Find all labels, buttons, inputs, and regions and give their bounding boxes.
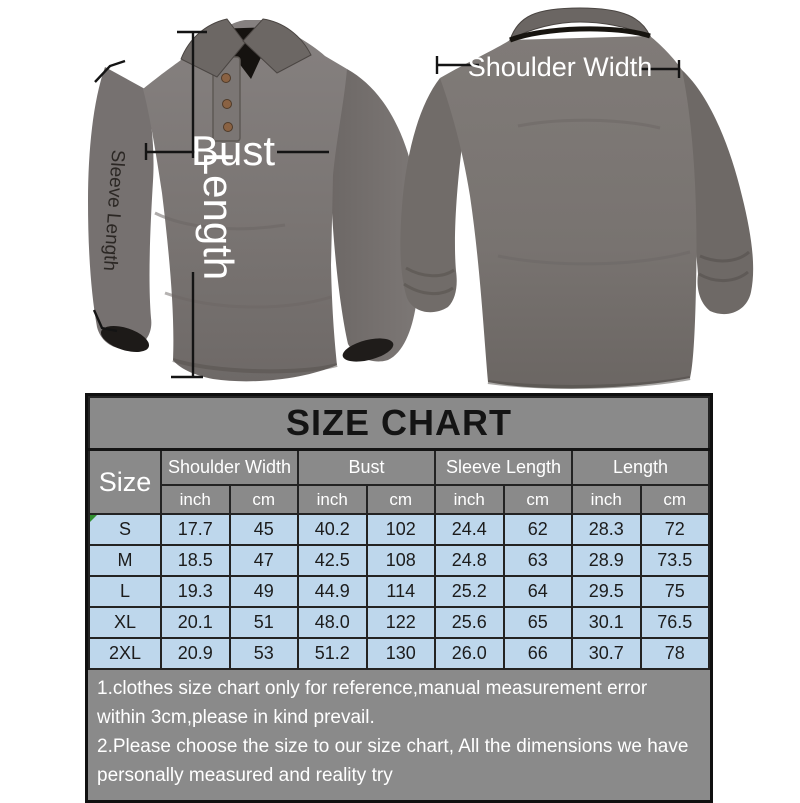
table-cell: 42.5 xyxy=(298,545,367,576)
unit-header-cm: cm xyxy=(641,485,710,514)
table-cell: 122 xyxy=(367,607,436,638)
unit-header-inch: inch xyxy=(572,485,641,514)
column-header-bust: Bust xyxy=(298,450,435,486)
table-cell: 24.4 xyxy=(435,514,504,545)
unit-header-inch: inch xyxy=(435,485,504,514)
table-row-s xyxy=(89,514,709,545)
table-cell: 130 xyxy=(367,638,436,669)
table-cell: 17.7 xyxy=(161,514,230,545)
table-cell: 25.2 xyxy=(435,576,504,607)
table-cell: 51 xyxy=(230,607,299,638)
back-shirt-image xyxy=(398,6,762,392)
table-cell: 28.3 xyxy=(572,514,641,545)
table-cell: 66 xyxy=(504,638,573,669)
note-2: 2.Please choose the size to our size chart, All the dimensions we have personally measured and reality try xyxy=(97,735,689,786)
table-cell: 20.1 xyxy=(161,607,230,638)
table-cell: 73.5 xyxy=(641,545,710,576)
table-cell: 45 xyxy=(230,514,299,545)
table-cell: 108 xyxy=(367,545,436,576)
table-row-l xyxy=(89,576,709,607)
table-cell: 24.8 xyxy=(435,545,504,576)
table-cell: 19.3 xyxy=(161,576,230,607)
table-cell: 76.5 xyxy=(641,607,710,638)
table-cell: 72 xyxy=(641,514,710,545)
table-cell: 40.2 xyxy=(298,514,367,545)
table-cell: 44.9 xyxy=(298,576,367,607)
size-chart-sheet xyxy=(85,393,713,803)
table-cell: 20.9 xyxy=(161,638,230,669)
table-cell: 62 xyxy=(504,514,573,545)
table-cell: 63 xyxy=(504,545,573,576)
table-cell: 48.0 xyxy=(298,607,367,638)
measurement-diagram xyxy=(0,0,800,393)
column-header-size: Size xyxy=(89,450,161,515)
table-cell: 25.6 xyxy=(435,607,504,638)
table-cell: 75 xyxy=(641,576,710,607)
size-value: 2XL xyxy=(89,638,161,669)
size-chart-title: SIZE CHART xyxy=(89,397,709,450)
sleeve-length-label: Sleeve Length xyxy=(98,149,129,272)
length-label: Length xyxy=(195,151,242,281)
size-table xyxy=(88,396,710,670)
unit-header-cm: cm xyxy=(367,485,436,514)
size-value: L xyxy=(89,576,161,607)
table-cell: 18.5 xyxy=(161,545,230,576)
table-cell: 49 xyxy=(230,576,299,607)
table-cell: 78 xyxy=(641,638,710,669)
size-value: XL xyxy=(89,607,161,638)
table-cell: 51.2 xyxy=(298,638,367,669)
table-cell: 29.5 xyxy=(572,576,641,607)
table-row-m xyxy=(89,545,709,576)
bust-label: Bust xyxy=(190,127,276,174)
table-cell: 30.7 xyxy=(572,638,641,669)
table-cell: 47 xyxy=(230,545,299,576)
unit-header-cm: cm xyxy=(504,485,573,514)
table-cell: 65 xyxy=(504,607,573,638)
table-cell: 102 xyxy=(367,514,436,545)
unit-header-cm: cm xyxy=(230,485,299,514)
table-cell: 64 xyxy=(504,576,573,607)
table-cell: 28.9 xyxy=(572,545,641,576)
size-value: S xyxy=(89,514,161,545)
front-shirt-image xyxy=(85,13,425,393)
shoulder-width-label: Shoulder Width xyxy=(467,52,653,82)
table-cell: 114 xyxy=(367,576,436,607)
table-row-xl xyxy=(89,607,709,638)
size-chart-notes xyxy=(88,670,710,800)
unit-header-inch: inch xyxy=(298,485,367,514)
note-1: 1.clothes size chart only for reference,manual measurement error within 3cm,please in kind prevail. xyxy=(97,678,648,728)
unit-header-inch: inch xyxy=(161,485,230,514)
column-header-length: Length xyxy=(572,450,709,486)
table-row-2xl xyxy=(89,638,709,669)
size-value: M xyxy=(89,545,161,576)
corner-marker xyxy=(90,515,97,522)
table-cell: 53 xyxy=(230,638,299,669)
table-cell: 30.1 xyxy=(572,607,641,638)
column-header-shoulder-width: Shoulder Width xyxy=(161,450,298,486)
table-cell: 26.0 xyxy=(435,638,504,669)
column-header-sleeve-length: Sleeve Length xyxy=(435,450,572,486)
